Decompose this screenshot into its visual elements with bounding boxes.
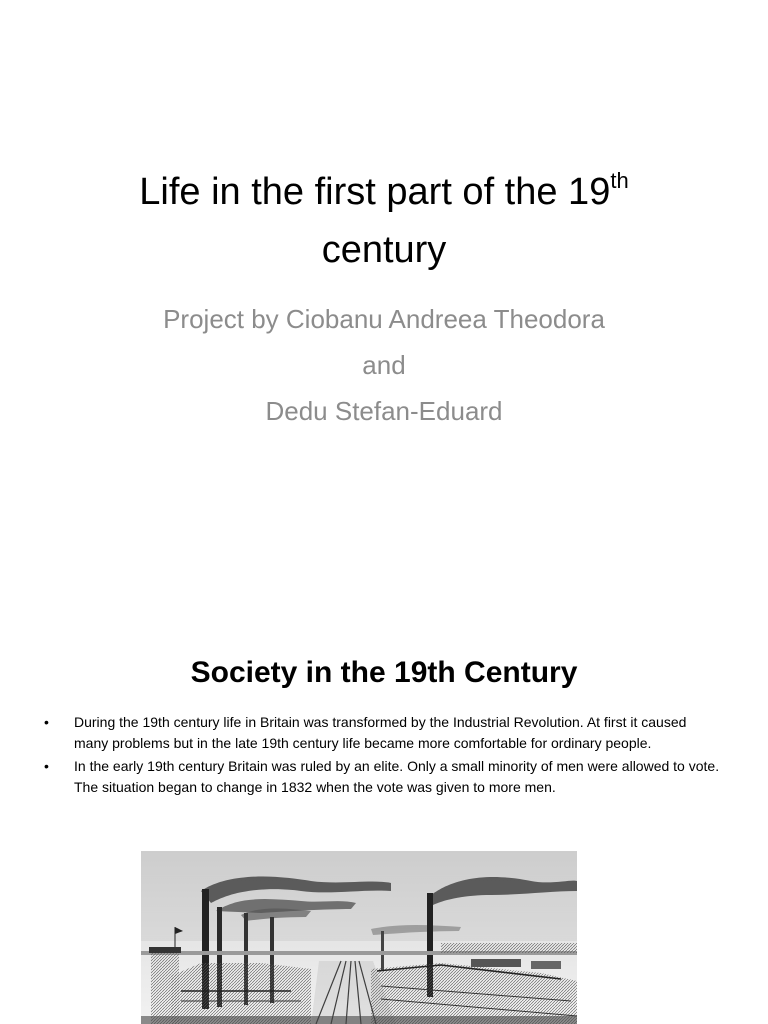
bullet-icon: • (44, 758, 49, 774)
factory-engraving-icon (141, 851, 577, 1024)
content-slide (0, 560, 768, 1024)
bullet-text: During the 19th century life in Britain was transformed by the Industrial Revolution. At first it caused many problems but in the late 19th century life became more comfortable for ordinary people. (74, 714, 687, 751)
subtitle-line: and (362, 350, 406, 380)
bullet-icon: • (44, 714, 49, 730)
subtitle-line: Dedu Stefan-Eduard (265, 396, 503, 426)
slide-heading: Society in the 19th Century (190, 655, 578, 689)
subtitle-line: Project by Ciobanu Andreea Theodora (163, 304, 605, 334)
title-line-2: century (321, 229, 447, 272)
title-main: Life in the first part of the 19 (139, 171, 611, 214)
slide-subtitle (40, 296, 728, 434)
list-item (40, 756, 720, 798)
title-superscript: th (610, 168, 629, 194)
list-item (40, 712, 720, 754)
bullet-list (40, 712, 720, 800)
bullet-text: In the early 19th century Britain was ruled by an elite. Only a small minority of men were allowed to vote. The situation began to change in 1832 when the vote was given to more men. (74, 758, 720, 795)
slide-title (40, 163, 728, 279)
